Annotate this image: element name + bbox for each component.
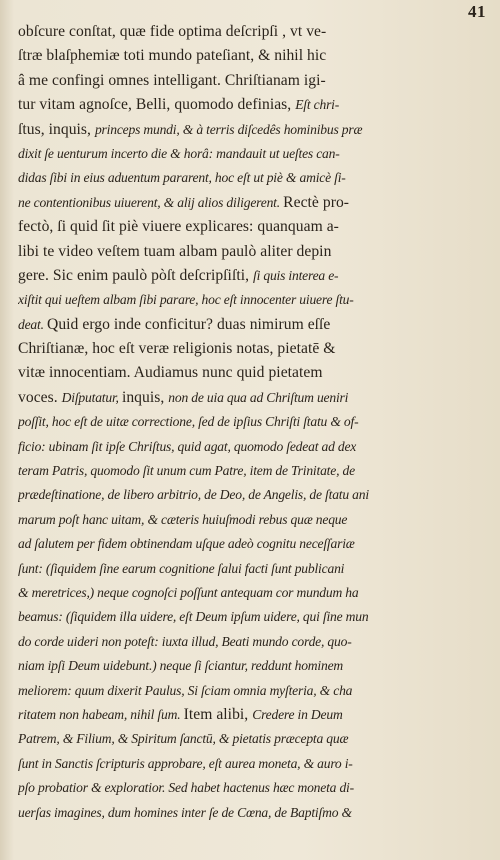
text-line (18, 703, 442, 727)
italic-text-segment: pſo probatior & exploratior. Sed habet hactenus hæc moneta di- (18, 780, 354, 796)
body-text (18, 20, 442, 825)
italic-text-segment: deat. (18, 316, 48, 332)
text-line (18, 435, 442, 459)
italic-text-segment: ſunt in Sanctis ſcripturis approbare, eſt aurea moneta, & auro i- (18, 755, 353, 771)
italic-text-segment: prædeſtinatione, de libero arbitrio, de Deo, de Angelis, de ſtatu ani (18, 487, 369, 503)
italic-text-segment: dixit ſe uenturum incerto die & horâ: mandauit ut ueſtes can- (18, 145, 340, 161)
text-line (18, 801, 442, 825)
roman-text-segment: voces. (18, 388, 62, 406)
page-number: 41 (468, 2, 486, 21)
text-line (18, 118, 442, 142)
italic-text-segment: marum poſt hanc uitam, & cæteris huiuſmodi rebus quæ neque (18, 511, 348, 527)
text-line (18, 727, 442, 751)
text-line (18, 752, 442, 776)
text-line (18, 386, 442, 410)
text-line (18, 69, 442, 93)
italic-text-segment: Eſt chri- (295, 97, 340, 113)
text-line (18, 191, 442, 215)
roman-text-segment: gere. Sic enim paulò pòſt deſcripſiſti, (18, 266, 253, 284)
italic-text-segment: uerſas imagines, dum homines inter ſe de Cœna, de Baptiſmo & (18, 804, 352, 820)
roman-text-segment: Item alibi, (183, 705, 253, 723)
text-line (18, 93, 442, 117)
text-line (18, 337, 442, 361)
roman-text-segment: libi te video veſtem tuam albam paulò aliter depin (18, 242, 332, 260)
italic-text-segment: xiſtit qui ueſtem albam ſibi parare, hoc eſt innocenter uiuere ſtu- (18, 292, 354, 308)
roman-text-segment: ſtræ blaſphemiæ toti mundo pateſiant, & nihil hic (18, 47, 327, 65)
italic-text-segment: niam ipſi Deum uidebunt.) neque ſi ſciantur, reddunt hominem (18, 658, 344, 674)
italic-text-segment: didas ſibi in eius aduentum pararent, hoc eſt ut piè & amicè ſi- (18, 170, 346, 186)
text-line (18, 776, 442, 800)
roman-text-segment: ſtus, inquis, (18, 120, 95, 138)
italic-text-segment: ne contentionibus uiuerent, & alij alios diligerent. (18, 194, 284, 210)
italic-text-segment: & meretrices,) neque cognoſci poſſunt antequam cor mundum ha (18, 584, 359, 600)
text-line (18, 557, 442, 581)
text-line (18, 20, 442, 44)
italic-text-segment: ſi quis interea e- (253, 267, 339, 283)
italic-text-segment: ad ſalutem per fidem obtinendam uſque adeò cognitu neceſſariæ (18, 536, 355, 552)
roman-text-segment: inquis, (121, 388, 169, 406)
italic-text-segment: beamus: (ſiquidem illa uidere, eſt Deum ipſum uidere, qui ſine mun (18, 609, 369, 625)
text-line (18, 630, 442, 654)
italic-text-segment: non de uia qua ad Chriſtum ueniri (168, 389, 349, 405)
text-line (18, 605, 442, 629)
text-line (18, 361, 442, 385)
text-line (18, 532, 442, 556)
italic-text-segment: do corde uideri non poteſt: iuxta illud, Beati mundo corde, quo- (18, 633, 352, 649)
italic-text-segment: teram Patris, quomodo ſit unum cum Patre, item de Trinitate, de (18, 463, 355, 479)
italic-text-segment: poſſit, hoc eſt de uitæ correctione, ſed de ipſius Chriſti ſtatu & of- (18, 414, 359, 430)
italic-text-segment: Diſputatur, (61, 389, 122, 405)
text-line (18, 215, 442, 239)
italic-text-segment: ficio: ubinam ſit ipſe Chriſtus, quid agat, quomodo ſedeat ad dex (18, 438, 357, 454)
text-line (18, 483, 442, 507)
italic-text-segment: meliorem: quum dixerit Paulus, Si ſciam omnia myſteria, & cha (18, 682, 353, 698)
italic-text-segment: Patrem, & Filium, & Spiritum ſanctū, & pietatis præcepta quæ (18, 731, 349, 747)
text-line (18, 240, 442, 264)
text-line (18, 264, 442, 288)
text-line (18, 142, 442, 166)
roman-text-segment: vitæ innocentiam. Audiamus nunc quid pietatem (18, 364, 323, 382)
text-line (18, 581, 442, 605)
roman-text-segment: obſcure conſtat, quæ fide optima deſcripſi , vt ve- (18, 23, 327, 40)
text-line (18, 166, 442, 190)
roman-text-segment: â me confingi omnes intelligant. Chriſtianam igi- (18, 71, 326, 89)
roman-text-segment: fectò, ſi quid ſit piè viuere explicares: quanquam a- (18, 218, 339, 236)
text-line (18, 44, 442, 68)
text-line (18, 508, 442, 532)
roman-text-segment: Rectè pro- (283, 193, 350, 211)
text-line (18, 410, 442, 434)
italic-text-segment: princeps mundi, & à terris diſcedês hominibus præ (94, 121, 363, 137)
roman-text-segment: Quid ergo inde conficitur? duas nimirum eſſe (47, 315, 331, 333)
italic-text-segment: Credere in Deum (252, 706, 343, 722)
italic-text-segment: ſunt: (ſiquidem ſine earum cognitione ſalui facti ſunt publicani (18, 560, 345, 576)
text-line (18, 313, 442, 337)
italic-text-segment: ritatem non habeam, nihil ſum. (18, 706, 184, 722)
text-line (18, 459, 442, 483)
text-line (18, 654, 442, 678)
text-line (18, 679, 442, 703)
roman-text-segment: Chriſtianæ, hoc eſt veræ religionis notas, pietatē & (18, 340, 336, 358)
text-line (18, 288, 442, 312)
roman-text-segment: tur vitam agnoſce, Belli, quomodo definias, (18, 96, 296, 114)
